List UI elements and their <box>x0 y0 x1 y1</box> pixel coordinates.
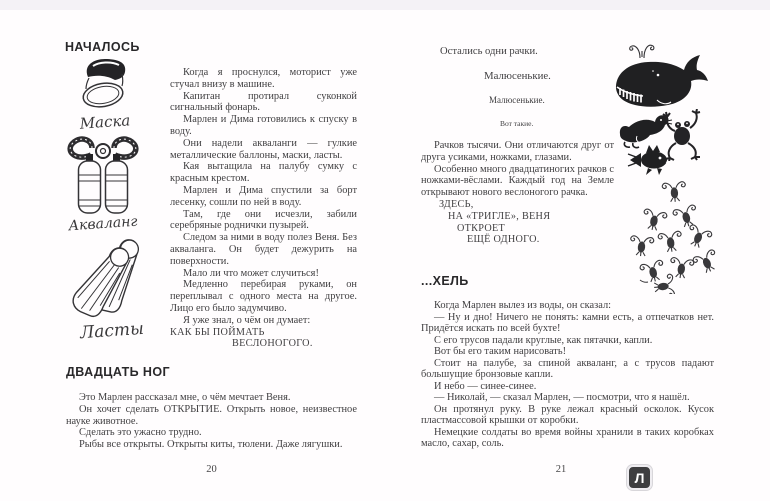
fish-icon <box>626 140 676 180</box>
whale-illustration <box>610 42 710 114</box>
paragraph: Он протянул руку. В руке лежал красный осколок. Кусок пластмассовой крышки от коробки. <box>421 403 714 426</box>
aqualung-tanks-icon <box>63 136 143 214</box>
caps-line: КАК БЫ ПОЙМАТЬ <box>170 326 265 338</box>
paragraph: И небо — синее-синее. <box>434 380 537 392</box>
paragraph: Мало ли что может случиться! <box>183 267 319 279</box>
paragraph: Вот бы его таким нарисовать! <box>434 346 567 357</box>
paragraph: Когда я проснулся, моторист уже стучал внизу в машине. <box>170 67 357 90</box>
scan-edge-band <box>0 0 770 10</box>
paragraph: Он хочет сделать ОТКРЫТИЕ. Открыть новое, неизвестное науке животное. <box>66 403 357 427</box>
caps-line: НА «ТРИГЛЕ», ВЕНЯ <box>448 210 551 222</box>
paragraph: Там, где они исчезли, забили серебряные роднички пузырей. <box>170 208 357 232</box>
diving-mask-icon <box>74 56 136 112</box>
paragraph: Кая вытащила на палубу сумку с красным крестом. <box>170 161 357 185</box>
section-heading-nachalos: НАЧАЛОСЬ <box>65 40 140 54</box>
paragraph: Медленно перебирая руками, он переплывал с одного места на другое. Лицо его было задумчиво. <box>170 279 357 314</box>
copepods-illustration <box>628 176 718 294</box>
paragraph: Рачков тысячи. Они отличаются друг от друга усиками, ножками, глазами. <box>421 140 614 163</box>
paragraph: Когда Марлен вылез из воды, он сказал: <box>434 300 612 311</box>
section-heading-hel: ...ХЕЛЬ <box>421 274 469 288</box>
opening-line: Малюсенькие. <box>489 95 545 105</box>
paragraph: Я уже знал, о чём он думает: <box>183 314 311 326</box>
paragraph: — Николай, — сказал Марлен, — посмотри, что я нашёл. <box>434 392 690 403</box>
paragraph: Рыбы все открыты. Открыты киты, тюлени. Даже лягушки. <box>79 439 343 451</box>
page-number: 20 <box>206 464 217 475</box>
fins-caption: Ласты <box>79 318 145 344</box>
paragraph: Стоит на палубе, за спиной акваланг, а с трусов падают большущие бронзовые капли. <box>421 357 714 380</box>
mask-caption: Маска <box>79 111 131 133</box>
left-full-column <box>66 392 357 451</box>
caps-line: ЕЩЁ ОДНОГО. <box>467 234 540 246</box>
aqualung-illustration <box>63 136 146 235</box>
left-text-column <box>170 67 357 350</box>
section-heading-dvadcat-nog: ДВАДЦАТЬ НОГ <box>66 365 170 379</box>
labirint-logo <box>627 465 652 490</box>
opening-line: Малюсенькие. <box>484 70 551 82</box>
labirint-logo-letter: Л <box>634 469 645 486</box>
whale-icon <box>610 42 710 114</box>
paragraph: Они надели акваланги — гулкие металлические баллоны, маски, ласты. <box>170 137 357 161</box>
copepods-cluster-icon <box>628 176 718 294</box>
fish-illustration <box>626 140 676 180</box>
paragraph: Это Марлен рассказал мне, о чём мечтает Веня. <box>79 392 291 403</box>
caps-line: ОТКРОЕТ <box>457 222 506 234</box>
mask-illustration <box>74 56 136 131</box>
paragraph: Марлен и Дима спустили за борт лесенку, сошли по ней в воду. <box>170 184 357 208</box>
paragraph: — Ну и дно! Ничего не понять: камни есть, а отпечатков нет. Придётся искать по всей бухте! <box>421 311 714 334</box>
right-text-column <box>421 140 614 246</box>
opening-line: Остались одни рачки. <box>440 46 538 57</box>
paragraph: Следом за ними в воду полез Веня. Без акваланга. Он будет дежурить на поверхности. <box>170 232 357 267</box>
aqualung-caption: Акваланг <box>68 213 138 235</box>
page-number: 21 <box>555 464 567 475</box>
paragraph: Марлен и Дима готовились к спуску в воду. <box>170 114 357 137</box>
opening-line: Вот такие. <box>500 119 534 128</box>
paragraph: Сделать это ужасно трудно. <box>79 427 202 439</box>
paragraph: С его трусов падали круглые, как пятачки, капли. <box>434 334 653 346</box>
caps-line: ЗДЕСЬ, <box>439 198 474 210</box>
paragraph: Особенно много двадцатиногих рачков с ножками-вёслами. Каждый год на Земле открывают нового веслоногого рачка. <box>421 163 614 199</box>
caps-line: ВЕСЛОНОГОГО. <box>232 338 313 350</box>
paragraph: Немецкие солдаты во время войны хранили в таких коробках масло, сахар, соль. <box>421 426 714 449</box>
paragraph: Капитан протирал суконкой сигнальный фонарь. <box>170 90 357 114</box>
right-full-column <box>421 300 714 450</box>
swim-fins-icon <box>70 235 154 321</box>
fins-illustration <box>70 235 154 344</box>
